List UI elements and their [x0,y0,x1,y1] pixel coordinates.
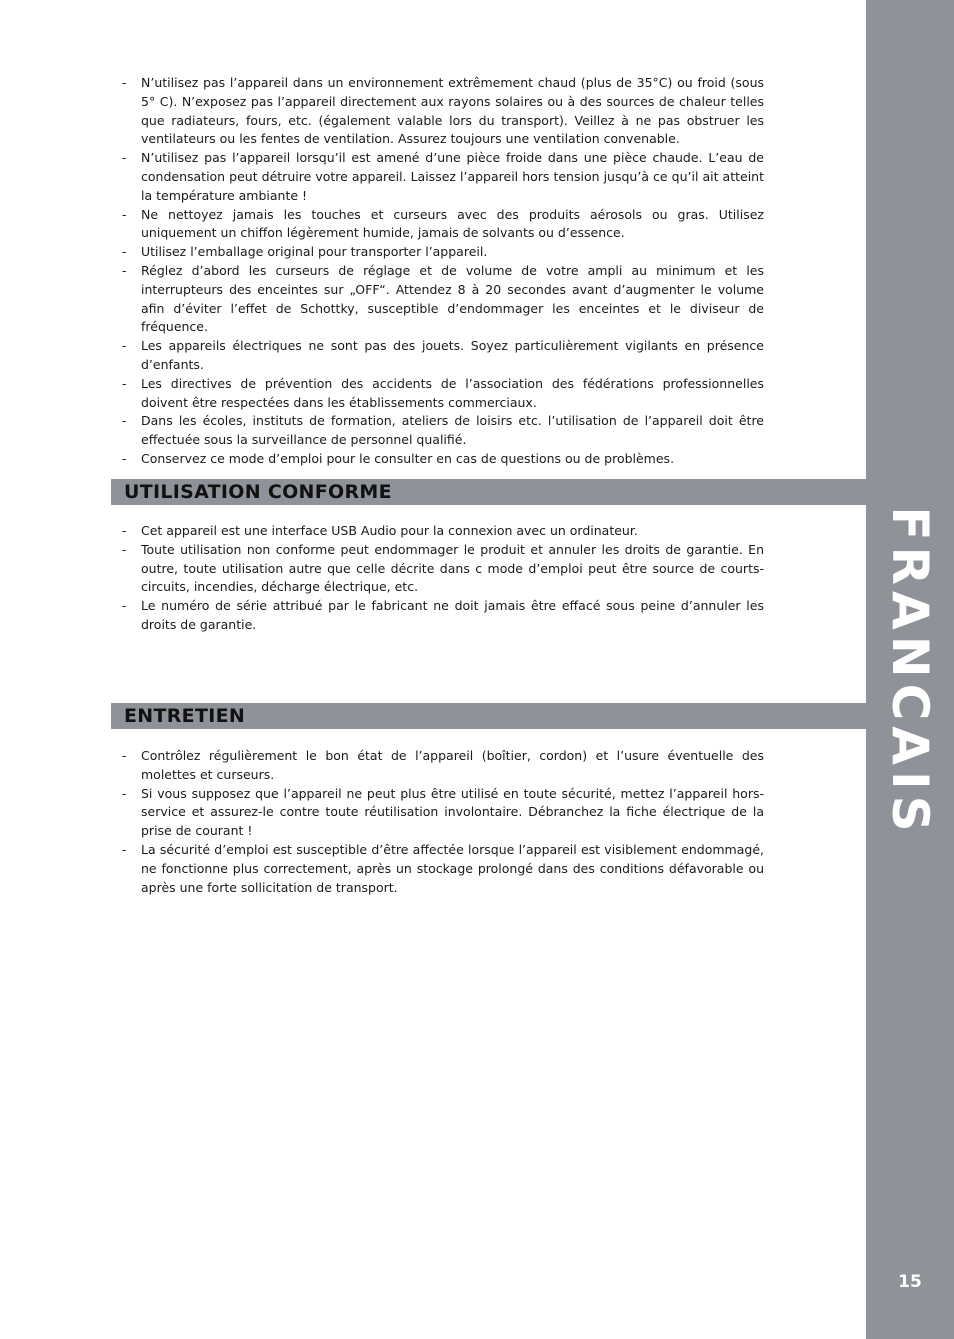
list-item: - Le numéro de série attribué par le fabricant ne doit jamais être effacé sous peine d’annuler les droits de garantie. [122,598,764,632]
list-item: - Les directives de prévention des accidents de l’association des fédérations professionnelles doivent être respectées dans les établissements commerciaux. [122,375,764,410]
section-header-entretien [111,703,866,729]
list-item: - Si vous supposez que l’appareil ne peut plus être utilisé en toute sécurité, mettez l’appareil hors-service et assurez-le contre toute réutilisation involontaire. Débranchez la fiche électrique de la prise de courant ! [122,785,764,839]
list-item: - Conservez ce mode d’emploi pour le consulter en cas de questions ou de problèmes. [122,450,675,466]
section-title: ENTRETIEN [124,705,246,727]
list-item: - Réglez d’abord les curseurs de réglage et de volume de votre ampli au minimum et les interrupteurs des enceintes sur „OFF“. Attendez 8 à 20 secondes avant d’augmenter le volume afin d’éviter l’effet de Schottky, susceptible d’endommager les enceintes et le diviseur de fréquence. [122,262,764,335]
list-item: - Contrôlez régulièrement le bon état de l’appareil (boîtier, cordon) et l’usure éventuelle des molettes et curseurs. [122,748,764,782]
list-item: - Dans les écoles, instituts de formation, ateliers de loisirs etc. l’utilisation de l’appareil doit être effectuée sous la surveillance de personnel qualifié. [122,413,764,448]
safety-list [122,74,764,469]
entretien-list [122,747,764,897]
list-item: - Cet appareil est une interface USB Audio pour la connexion avec un ordinateur. [122,523,638,538]
language-label: FRANCAIS [881,506,939,838]
list-item: - La sécurité d’emploi est susceptible d’être affectée lorsque l’appareil est visiblement endommagé, ne fonctionne plus correctement, après un stockage prolongé dans des conditions défavorable ou après une forte sollicitation de transport. [122,841,764,895]
list-item: - Utilisez l’emballage original pour transporter l’appareil. [122,244,488,260]
list-item: - N’utilisez pas l’appareil lorsqu’il est amené d’une pièce froide dans une pièce chaude. L’eau de condensation peut détruire votre appareil. Laissez l’appareil hors tension jusqu’à ce qu’il ait atteint la température ambiante ! [122,150,764,203]
section-title: UTILISATION CONFORME [124,481,392,503]
page-number: 15 [898,1272,922,1292]
utilisation-list [122,522,764,635]
section-header-utilisation [111,479,876,505]
list-item: - N’utilisez pas l’appareil dans un environnement extrêmement chaud (plus de 35°C) ou froid (sous 5° C). N’exposez pas l’appareil directement aux rayons solaires ou à des sources de chaleur telles que radiateurs, fours, etc. (également valable lors du transport). Veillez à ne pas obstruer les ventilateurs ou les fentes de ventilation. Assurez toujours une ventilation convenable. [122,75,764,147]
list-item: - Les appareils électriques ne sont pas des jouets. Soyez particulièrement vigilants en présence d’enfants. [122,338,764,372]
list-item: - Ne nettoyez jamais les touches et curseurs avec des produits aérosols ou gras. Utilisez uniquement un chiffon légèrement humide, jamais de solvants ou d’essence. [122,206,764,241]
list-item: - Toute utilisation non conforme peut endommager le produit et annuler les droits de garantie. En outre, toute utilisation autre que celle décrite dans c mode d’emploi peut être source de courts-circuits, incendies, décharge électrique, etc. [122,541,764,595]
